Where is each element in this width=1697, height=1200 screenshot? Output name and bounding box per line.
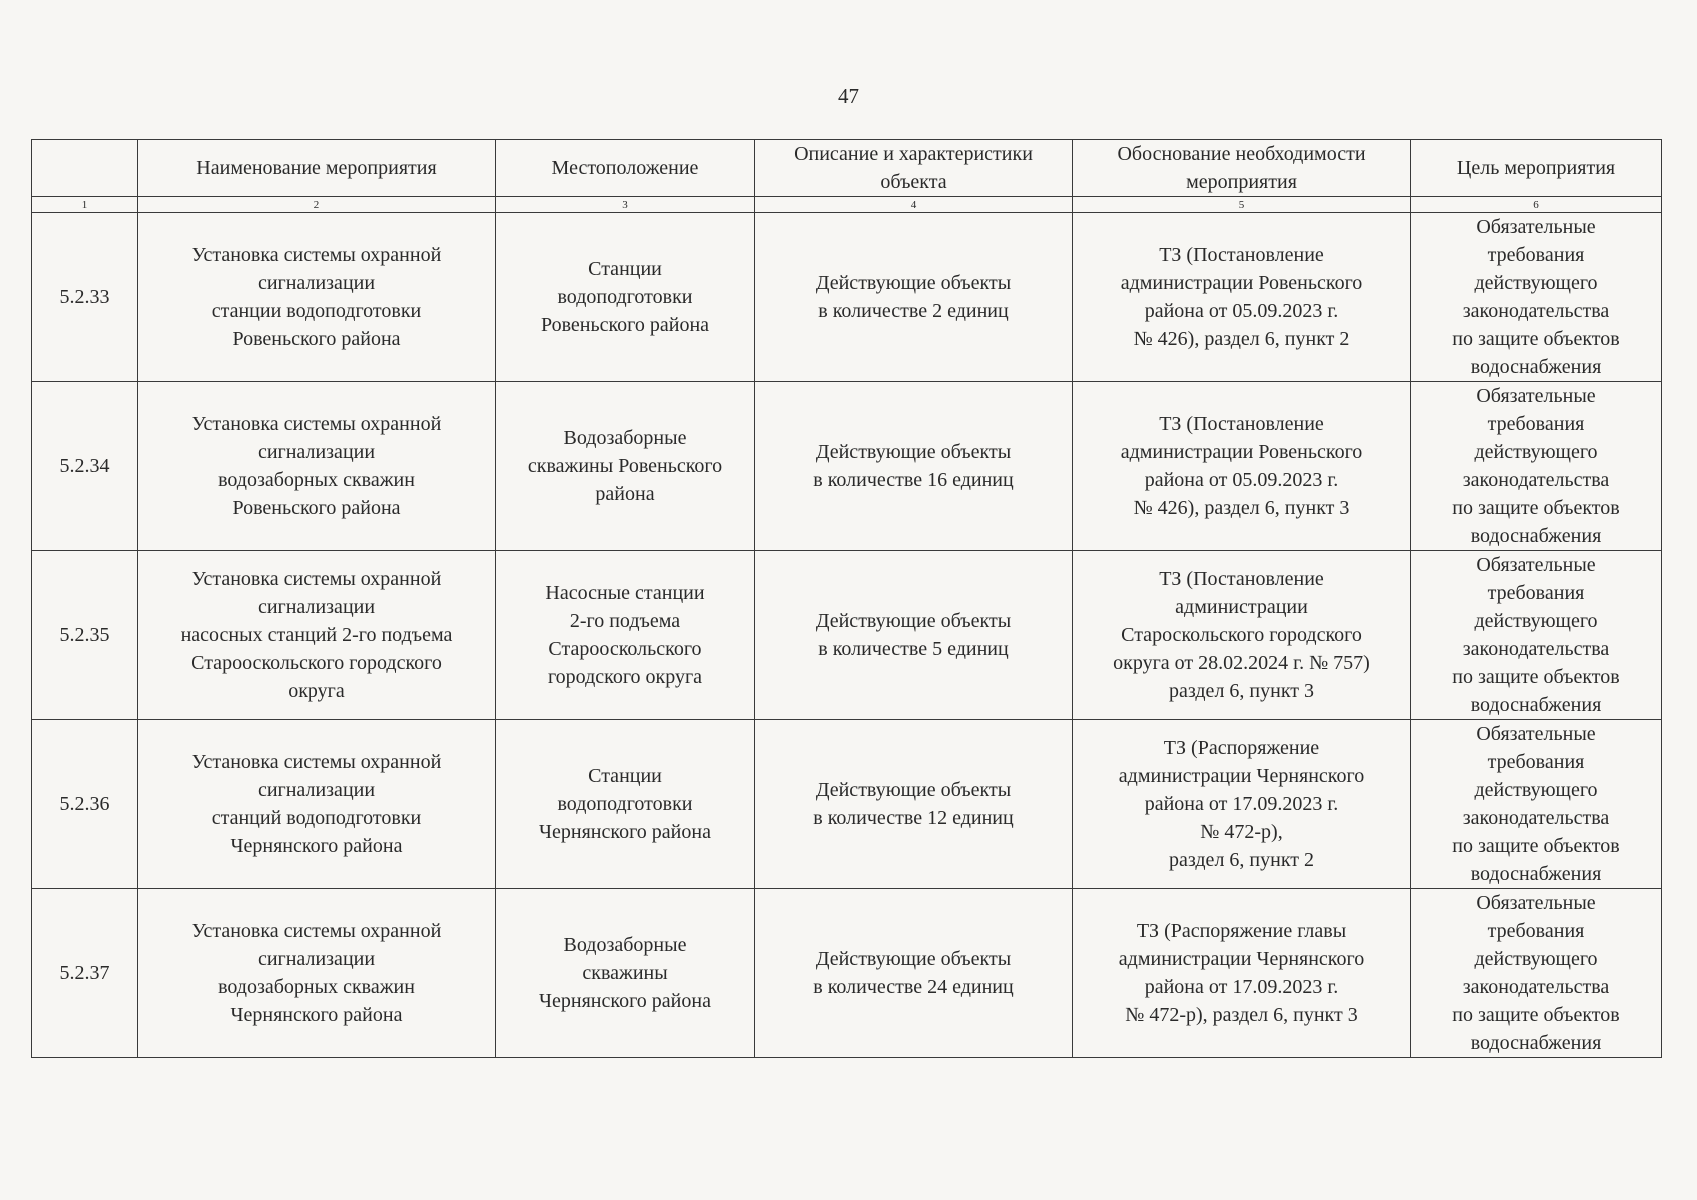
cell-line: сигнализации — [257, 948, 376, 970]
cell-line: ТЗ (Постановление — [1159, 568, 1324, 590]
cell-line: округа от 28.02.2024 г. № 757) — [1113, 652, 1370, 674]
justification-cell — [1073, 213, 1411, 382]
cell-line: района от 17.09.2023 г. — [1144, 976, 1339, 998]
cell-line: раздел 6, пункт 2 — [1168, 849, 1315, 871]
cell-line: скважины Ровеньского — [527, 455, 723, 477]
cell-line: администрации — [1175, 596, 1308, 618]
measure-name-cell — [138, 551, 496, 720]
goal-cell — [1411, 382, 1662, 551]
cell-line: № 426), раздел 6, пункт 3 — [1133, 497, 1350, 519]
cell-line: водоснабжения — [1470, 863, 1602, 885]
cell-line: Чернянского района — [230, 835, 403, 857]
location-cell — [496, 382, 755, 551]
measure-name-cell — [138, 382, 496, 551]
cell-line: законодательства — [1462, 300, 1610, 322]
column-number: 3 — [496, 197, 755, 213]
goal-cell — [1411, 213, 1662, 382]
cell-line: водоснабжения — [1470, 694, 1602, 716]
measure-name-cell — [138, 889, 496, 1058]
cell-line: по защите объектов — [1452, 835, 1620, 857]
header-goal: Цель мероприятия — [1411, 140, 1662, 197]
cell-line: района — [595, 483, 655, 505]
cell-line: действующего — [1474, 948, 1598, 970]
column-number: 1 — [32, 197, 138, 213]
cell-line: водозаборных скважин — [218, 469, 415, 491]
cell-line: Установка системы охранной — [191, 413, 442, 435]
cell-line: в количестве 5 единиц — [818, 638, 1009, 660]
cell-line: станции водоподготовки — [211, 300, 422, 322]
table-row — [32, 889, 1662, 1058]
cell-line: действующего — [1474, 272, 1598, 294]
column-number-row — [32, 197, 1662, 213]
column-number: 4 — [755, 197, 1073, 213]
cell-line: в количестве 16 единиц — [813, 469, 1014, 491]
cell-line: Установка системы охранной — [191, 244, 442, 266]
cell-line: требования — [1487, 751, 1585, 773]
cell-line: Чернянского района — [230, 1004, 403, 1026]
justification-cell — [1073, 720, 1411, 889]
cell-line: требования — [1487, 244, 1585, 266]
cell-line: сигнализации — [257, 596, 376, 618]
cell-line: Старооскольского — [548, 638, 702, 660]
cell-line: Ровеньского района — [232, 497, 401, 519]
row-number-cell: 5.2.36 — [32, 720, 138, 889]
cell-line: Обязательные — [1476, 892, 1596, 914]
measure-name-cell — [138, 720, 496, 889]
cell-line: Старооскольского городского — [191, 652, 442, 674]
cell-line: администрации Ровеньского — [1120, 441, 1363, 463]
table-row — [32, 213, 1662, 382]
cell-line: № 472-р), раздел 6, пункт 3 — [1125, 1004, 1358, 1026]
cell-line: водозаборных скважин — [218, 976, 415, 998]
table-body — [32, 213, 1662, 1058]
header-row — [32, 140, 1662, 197]
description-cell — [755, 382, 1073, 551]
header-number — [32, 140, 138, 197]
cell-line: района от 17.09.2023 г. — [1144, 793, 1339, 815]
cell-line: действующего — [1474, 441, 1598, 463]
column-number: 2 — [138, 197, 496, 213]
cell-line: Водозаборные — [563, 934, 687, 956]
cell-line: законодательства — [1462, 638, 1610, 660]
cell-line: водоснабжения — [1470, 1032, 1602, 1054]
cell-line: Обязательные — [1476, 554, 1596, 576]
cell-line: в количестве 2 единиц — [818, 300, 1009, 322]
description-cell — [755, 720, 1073, 889]
cell-line: Действующие объекты — [815, 779, 1012, 801]
row-number-cell: 5.2.37 — [32, 889, 138, 1058]
description-cell — [755, 213, 1073, 382]
header-description: Описание и характеристики объекта — [755, 140, 1073, 197]
cell-line: водоснабжения — [1470, 525, 1602, 547]
row-number-cell: 5.2.35 — [32, 551, 138, 720]
table-row — [32, 551, 1662, 720]
cell-line: № 426), раздел 6, пункт 2 — [1133, 328, 1350, 350]
cell-line: водоснабжения — [1470, 356, 1602, 378]
cell-line: городского округа — [547, 666, 703, 688]
cell-line: Чернянского района — [539, 821, 711, 843]
cell-line: Действующие объекты — [815, 948, 1012, 970]
description-cell — [755, 889, 1073, 1058]
cell-line: Ровеньского района — [540, 314, 710, 336]
cell-line: Староскольского городского — [1121, 624, 1362, 646]
cell-line: действующего — [1474, 610, 1598, 632]
cell-line: насосных станций 2-го подъема — [180, 624, 453, 646]
goal-cell — [1411, 551, 1662, 720]
cell-line: 2-го подъема — [569, 610, 681, 632]
cell-line: законодательства — [1462, 807, 1610, 829]
cell-line: сигнализации — [257, 272, 376, 294]
cell-line: администрации Чернянского — [1118, 765, 1365, 787]
page-number: 47 — [838, 84, 859, 108]
location-cell — [496, 213, 755, 382]
cell-line: Действующие объекты — [815, 610, 1012, 632]
cell-line: района от 05.09.2023 г. — [1144, 469, 1339, 491]
goal-cell — [1411, 720, 1662, 889]
cell-line: Обязательные — [1476, 723, 1596, 745]
cell-line: округа — [288, 680, 345, 702]
header-location: Местоположение — [496, 140, 755, 197]
justification-cell — [1073, 382, 1411, 551]
cell-line: ТЗ (Распоряжение — [1163, 737, 1320, 759]
cell-line: Ровеньского района — [232, 328, 401, 350]
cell-line: Водозаборные — [563, 427, 687, 449]
cell-line: по защите объектов — [1452, 497, 1620, 519]
header-name: Наименование мероприятия — [138, 140, 496, 197]
cell-line: водоподготовки — [557, 793, 693, 815]
justification-cell — [1073, 889, 1411, 1058]
cell-line: по защите объектов — [1452, 328, 1620, 350]
cell-line: Действующие объекты — [815, 272, 1012, 294]
cell-line: ТЗ (Постановление — [1159, 413, 1324, 435]
location-cell — [496, 889, 755, 1058]
cell-line: Установка системы охранной — [191, 568, 442, 590]
cell-line: требования — [1487, 413, 1585, 435]
cell-line: требования — [1487, 582, 1585, 604]
cell-line: скважины — [582, 962, 668, 984]
location-cell — [496, 720, 755, 889]
table-row — [32, 382, 1662, 551]
row-number-cell: 5.2.34 — [32, 382, 138, 551]
cell-line: сигнализации — [257, 779, 376, 801]
cell-line: Чернянского района — [539, 990, 711, 1012]
cell-line: Станции — [588, 258, 662, 280]
cell-line: № 472-р), — [1200, 821, 1283, 843]
justification-cell — [1073, 551, 1411, 720]
cell-line: администрации Чернянского — [1118, 948, 1365, 970]
measures-table — [31, 139, 1662, 1058]
cell-line: водоподготовки — [557, 286, 693, 308]
cell-line: станций водоподготовки — [211, 807, 422, 829]
cell-line: Станции — [588, 765, 662, 787]
location-cell — [496, 551, 755, 720]
cell-line: Установка системы охранной — [191, 920, 442, 942]
description-cell — [755, 551, 1073, 720]
cell-line: Установка системы охранной — [191, 751, 442, 773]
header-justification: Обоснование необходимости мероприятия — [1073, 140, 1411, 197]
column-number: 6 — [1411, 197, 1662, 213]
cell-line: ТЗ (Распоряжение главы — [1136, 920, 1347, 942]
cell-line: ТЗ (Постановление — [1159, 244, 1324, 266]
cell-line: района от 05.09.2023 г. — [1144, 300, 1339, 322]
cell-line: сигнализации — [257, 441, 376, 463]
cell-line: в количестве 12 единиц — [813, 807, 1014, 829]
cell-line: в количестве 24 единиц — [813, 976, 1014, 998]
cell-line: действующего — [1474, 779, 1598, 801]
table-row — [32, 720, 1662, 889]
cell-line: Обязательные — [1476, 385, 1596, 407]
cell-line: администрации Ровеньского — [1120, 272, 1363, 294]
goal-cell — [1411, 889, 1662, 1058]
cell-line: Обязательные — [1476, 216, 1596, 238]
cell-line: Насосные станции — [545, 582, 705, 604]
cell-line: законодательства — [1462, 469, 1610, 491]
cell-line: требования — [1487, 920, 1585, 942]
cell-line: раздел 6, пункт 3 — [1168, 680, 1315, 702]
cell-line: по защите объектов — [1452, 666, 1620, 688]
row-number-cell: 5.2.33 — [32, 213, 138, 382]
cell-line: по защите объектов — [1452, 1004, 1620, 1026]
cell-line: Действующие объекты — [815, 441, 1012, 463]
measure-name-cell — [138, 213, 496, 382]
cell-line: законодательства — [1462, 976, 1610, 998]
column-number: 5 — [1073, 197, 1411, 213]
